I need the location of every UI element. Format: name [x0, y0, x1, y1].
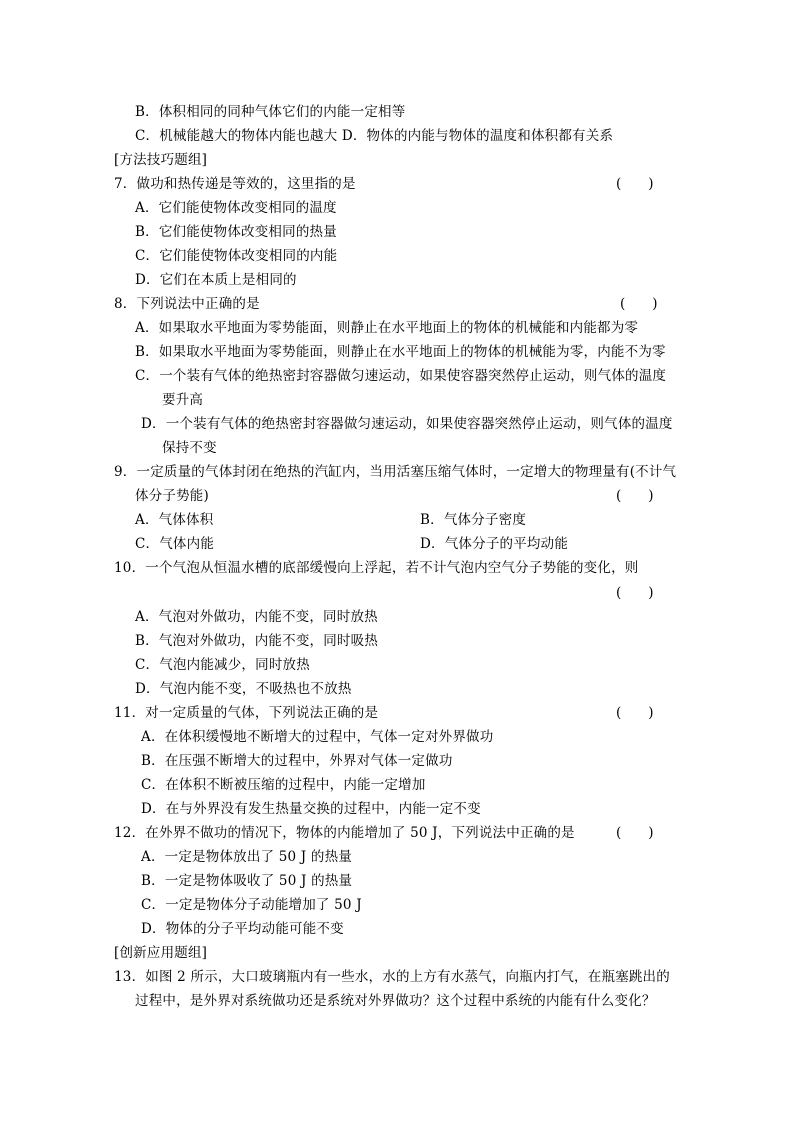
option-line: A．它们能使物体改变相同的温度: [135, 200, 337, 216]
answer-blank: ( ): [620, 296, 658, 312]
option-line: D．它们在本质上是相同的: [135, 272, 297, 288]
option-line: A．在体积缓慢地不断增大的过程中，气体一定对外界做功: [141, 729, 494, 745]
option-line: B．一定是物体吸收了 50 J 的热量: [141, 873, 353, 889]
option-line: C．一定是物体分子动能增加了 50 J: [141, 897, 362, 913]
option-line: B．体积相同的同种气体它们的内能一定相等: [135, 104, 406, 120]
section-heading: [创新应用题组]: [114, 945, 208, 961]
option-line: 要升高: [162, 392, 204, 408]
option-line: B．气泡对外做功，内能不变，同时吸热: [135, 633, 379, 649]
option-line: C．一个装有气体的绝热密封容器做匀速运动，如果使容器突然停止运动，则气体的温度: [135, 368, 667, 384]
option-line: B．气体分子密度: [420, 512, 527, 528]
option-line: A．一定是物体放出了 50 J 的热量: [141, 849, 353, 865]
section-heading: [方法技巧题组]: [114, 152, 208, 168]
option-line: D．气体分子的平均动能: [420, 536, 569, 552]
question-9: 9．一定质量的气体封闭在绝热的汽缸内，当用活塞压缩气体时，一定增大的物理量有(不计气: [114, 464, 677, 480]
option-line: D．在与外界没有发生热量交换的过程中，内能一定不变: [141, 801, 481, 817]
option-line: D．气泡内能不变，不吸热也不放热: [135, 681, 352, 697]
option-line: 保持不变: [162, 440, 217, 456]
question-13-cont: 过程中，是外界对系统做功还是系统对外界做功？这个过程中系统的内能有什么变化？: [135, 993, 656, 1009]
answer-blank: ( ): [616, 825, 654, 841]
option-line: D．一个装有气体的绝热密封容器做匀速运动，如果使容器突然停止运动，则气体的温度: [141, 416, 673, 432]
option-line: B．如果取水平地面为零势能面，则静止在水平地面上的物体的机械能为零，内能不为零: [135, 344, 666, 360]
answer-blank: ( ): [616, 488, 654, 504]
question-11: 11．对一定质量的气体，下列说法正确的是: [114, 705, 379, 721]
option-line: D．物体的分子平均动能可能不变: [141, 921, 344, 937]
option-line: C．气体内能: [135, 536, 215, 552]
question-9-cont: 体分子势能): [135, 488, 209, 504]
option-line: C．在体积不断被压缩的过程中，内能一定增加: [141, 777, 426, 793]
answer-blank: ( ): [616, 176, 654, 192]
question-8: 8．下列说法中正确的是: [114, 296, 260, 312]
option-line: B．它们能使物体改变相同的热量: [135, 224, 337, 240]
option-line: C．气泡内能减少，同时放热: [135, 657, 310, 673]
question-12: 12．在外界不做功的情况下，物体的内能增加了 50 J，下列说法中正确的是: [114, 825, 575, 841]
question-13: 13．如图 2 所示，大口玻璃瓶内有一些水，水的上方有水蒸气，向瓶内打气，在瓶塞跳出的: [114, 969, 670, 985]
option-line: C．它们能使物体改变相同的内能: [135, 248, 338, 264]
answer-blank: ( ): [616, 705, 654, 721]
question-10: 10．一个气泡从恒温水槽的底部缓慢向上浮起，若不计气泡内空气分子势能的变化，则: [114, 560, 639, 576]
answer-blank: ( ): [616, 585, 654, 601]
option-line: C．机械能越大的物体内能也越大 D．物体的内能与物体的温度和体积都有关系: [135, 128, 614, 144]
question-7: 7．做功和热传递是等效的，这里指的是: [114, 176, 356, 192]
option-line: A．如果取水平地面为零势能面，则静止在水平地面上的物体的机械能和内能都为零: [135, 320, 639, 336]
option-line: B．在压强不断增大的过程中，外界对气体一定做功: [141, 753, 453, 769]
option-line: A．气泡对外做功，内能不变，同时放热: [135, 609, 378, 625]
option-line: A．气体体积: [135, 512, 214, 528]
